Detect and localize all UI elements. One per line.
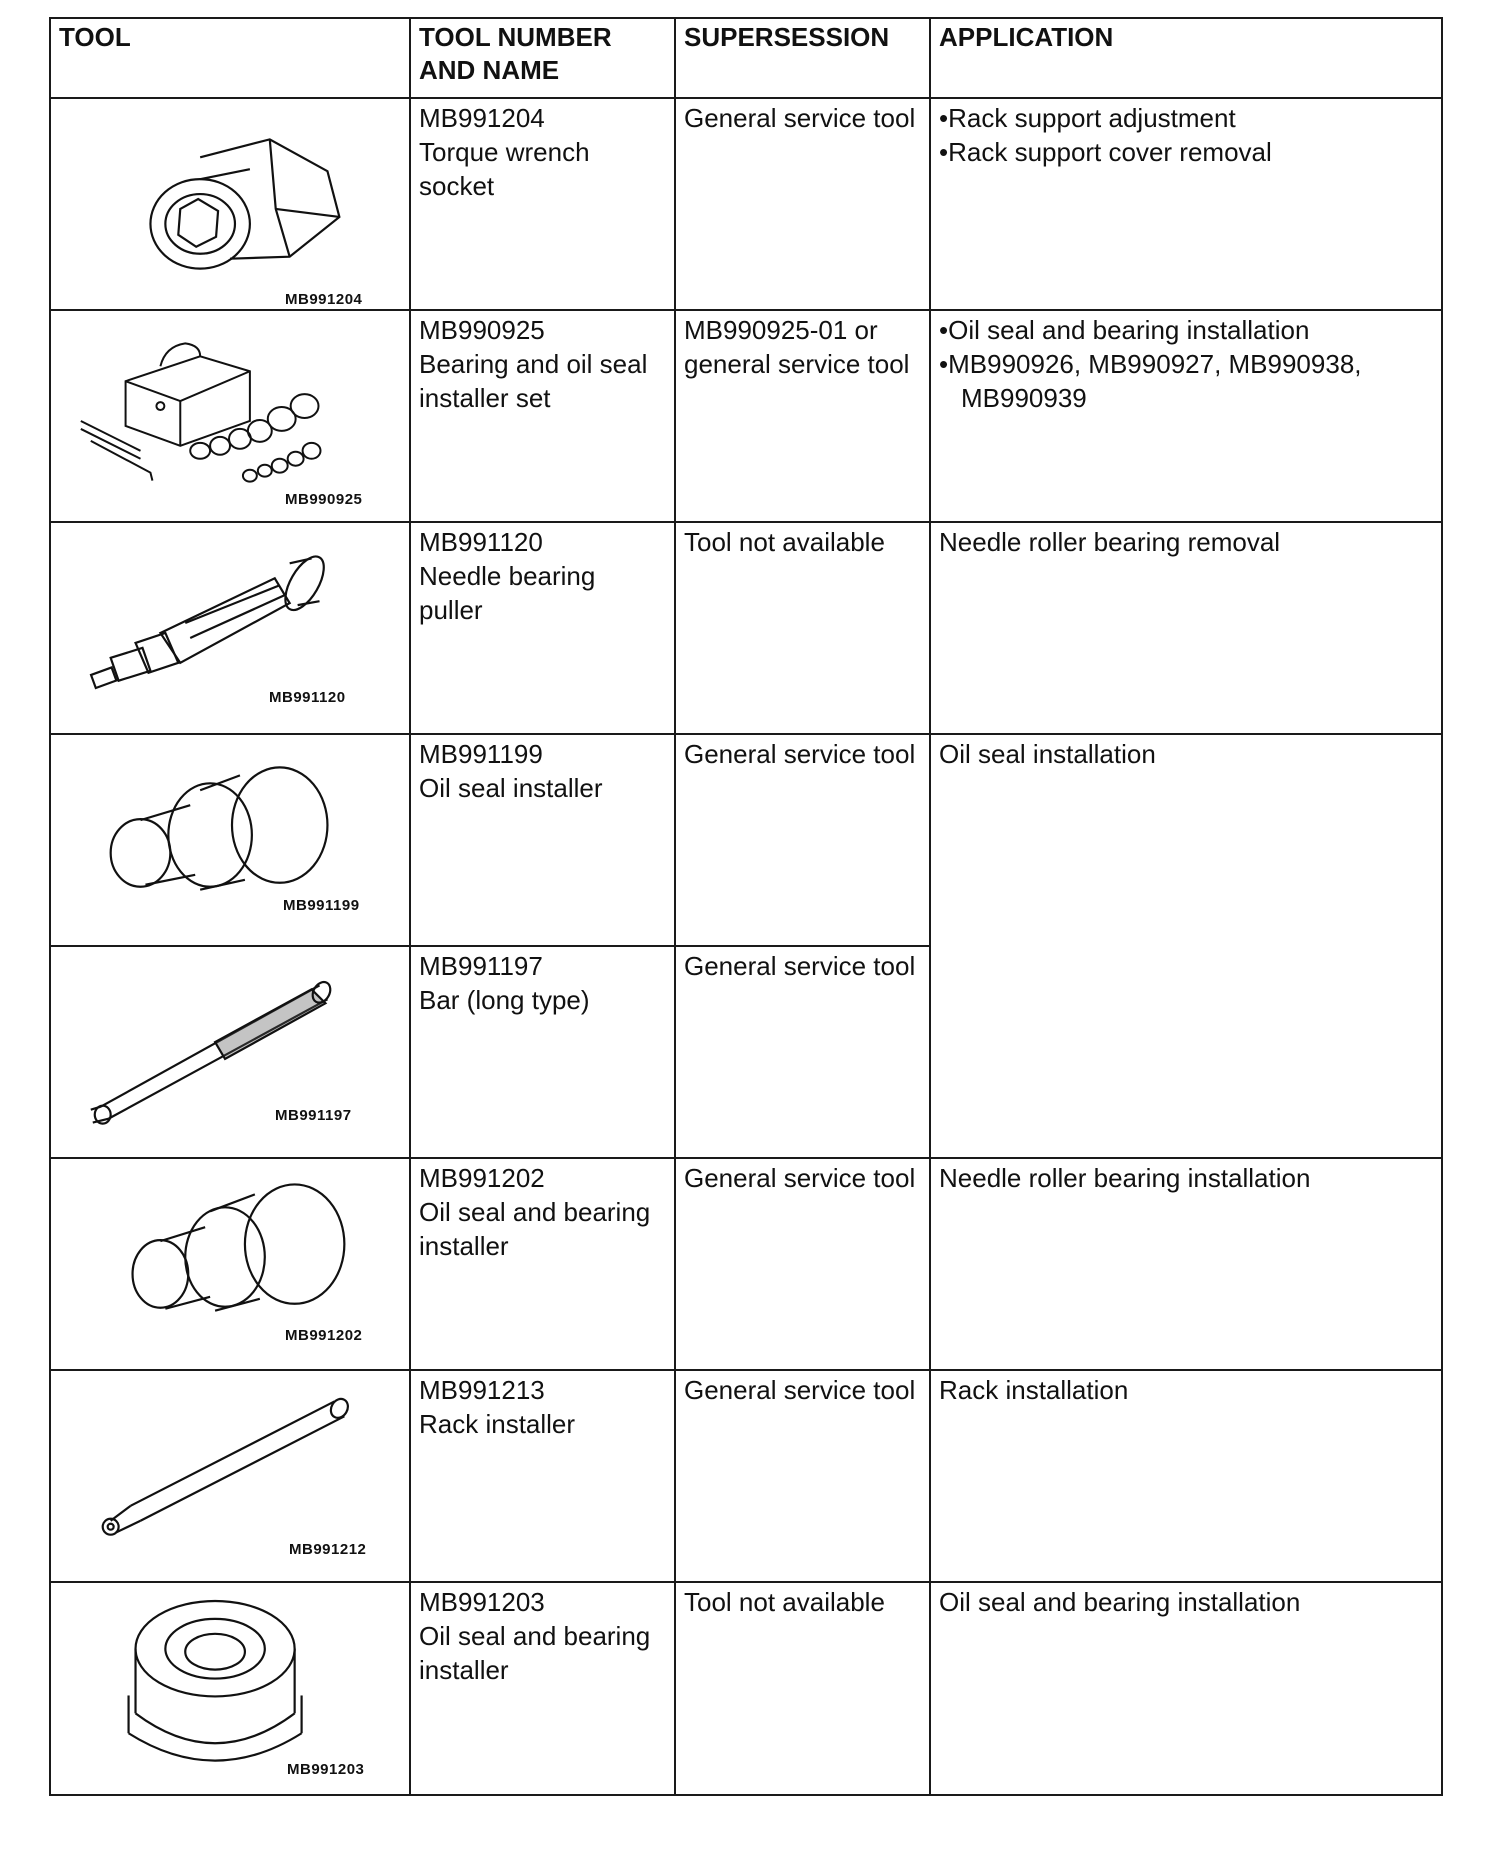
supersession-cell: General service tool bbox=[675, 1370, 930, 1582]
long-bar-illustration bbox=[51, 947, 409, 1157]
application-item: •MB990926, MB990927, MB990938, MB990939 bbox=[939, 349, 1362, 413]
socket-illustration bbox=[51, 99, 409, 309]
supersession-cell: General service tool bbox=[675, 734, 930, 946]
tool-name: Torque wrench socket bbox=[419, 137, 590, 201]
application-cell bbox=[930, 310, 1442, 522]
application-item: •Rack support cover removal bbox=[939, 137, 1272, 167]
supersession-cell: General service tool bbox=[675, 98, 930, 310]
application-item: Needle roller bearing installation bbox=[939, 1163, 1311, 1193]
table-row bbox=[50, 98, 1442, 310]
figure-label: MB991212 bbox=[289, 1541, 367, 1558]
figure-label: MB991202 bbox=[285, 1327, 363, 1344]
special-tools-table bbox=[49, 17, 1443, 1796]
table-row bbox=[50, 310, 1442, 522]
tool-number-name-cell bbox=[410, 98, 675, 310]
header-row bbox=[50, 18, 1442, 98]
tool-name: Needle bearing puller bbox=[419, 561, 596, 625]
tool-image-cell bbox=[50, 1158, 410, 1370]
application-cell bbox=[930, 734, 1442, 1158]
table-row bbox=[50, 1158, 1442, 1370]
tool-number-name-cell bbox=[410, 1370, 675, 1582]
figure-label: MB991204 bbox=[285, 291, 363, 308]
application-item: Needle roller bearing removal bbox=[939, 527, 1281, 557]
tool-number-name-cell bbox=[410, 310, 675, 522]
tool-name: Oil seal installer bbox=[419, 773, 603, 803]
bearing-puller-illustration bbox=[51, 523, 409, 733]
tool-number: MB991120 bbox=[419, 527, 543, 557]
application-cell bbox=[930, 98, 1442, 310]
tool-number: MB990925 bbox=[419, 315, 545, 345]
figure-label: MB991120 bbox=[269, 689, 346, 706]
tool-image-cell bbox=[50, 1370, 410, 1582]
tool-number-name-cell bbox=[410, 522, 675, 734]
figure-label: MB991199 bbox=[283, 897, 360, 914]
figure-label: MB990925 bbox=[285, 491, 363, 508]
table-row bbox=[50, 734, 1442, 946]
application-cell bbox=[930, 1370, 1442, 1582]
tool-number-name-cell bbox=[410, 1158, 675, 1370]
tool-number-name-cell bbox=[410, 734, 675, 946]
tool-number: MB991204 bbox=[419, 103, 545, 133]
header-supersession: SUPERSESSION bbox=[675, 18, 930, 98]
tool-number: MB991202 bbox=[419, 1163, 545, 1193]
table-row bbox=[50, 1370, 1442, 1582]
tool-image-cell bbox=[50, 734, 410, 946]
tool-image-cell bbox=[50, 310, 410, 522]
application-item: Oil seal and bearing installation bbox=[939, 1587, 1301, 1617]
tool-number: MB991213 bbox=[419, 1375, 545, 1405]
application-item: Rack installation bbox=[939, 1375, 1129, 1405]
application-cell bbox=[930, 1158, 1442, 1370]
tool-name: Oil seal and bearing installer bbox=[419, 1197, 651, 1261]
supersession-cell: MB990925-01 or general service tool bbox=[675, 310, 930, 522]
tool-image-cell bbox=[50, 1582, 410, 1795]
tool-name: Bar (long type) bbox=[419, 985, 590, 1015]
supersession-cell: Tool not available bbox=[675, 522, 930, 734]
table-row bbox=[50, 522, 1442, 734]
supersession-cell: General service tool bbox=[675, 1158, 930, 1370]
application-item: Oil seal installation bbox=[939, 739, 1156, 769]
tool-name: Rack installer bbox=[419, 1409, 576, 1439]
tool-image-cell bbox=[50, 522, 410, 734]
tool-image-cell bbox=[50, 98, 410, 310]
table-row bbox=[50, 1582, 1442, 1795]
header-tool: TOOL bbox=[50, 18, 410, 98]
tool-number-name-cell bbox=[410, 946, 675, 1158]
figure-label: MB991203 bbox=[287, 1761, 365, 1778]
application-item: •Rack support adjustment bbox=[939, 103, 1236, 133]
tool-number: MB991203 bbox=[419, 1587, 545, 1617]
tool-name: Bearing and oil seal installer set bbox=[419, 349, 648, 413]
tool-name: Oil seal and bearing installer bbox=[419, 1621, 651, 1685]
application-item: •Oil seal and bearing installation bbox=[939, 315, 1310, 345]
figure-label: MB991197 bbox=[275, 1107, 352, 1124]
supersession-cell: General service tool bbox=[675, 946, 930, 1158]
application-cell bbox=[930, 1582, 1442, 1795]
tool-image-cell bbox=[50, 946, 410, 1158]
application-cell bbox=[930, 522, 1442, 734]
tool-number: MB991197 bbox=[419, 951, 543, 981]
tool-number: MB991199 bbox=[419, 739, 543, 769]
supersession-cell: Tool not available bbox=[675, 1582, 930, 1795]
header-application: APPLICATION bbox=[930, 18, 1442, 98]
tool-number-name-cell bbox=[410, 1582, 675, 1795]
header-tool-number-and-name: TOOL NUMBER AND NAME bbox=[410, 18, 675, 98]
